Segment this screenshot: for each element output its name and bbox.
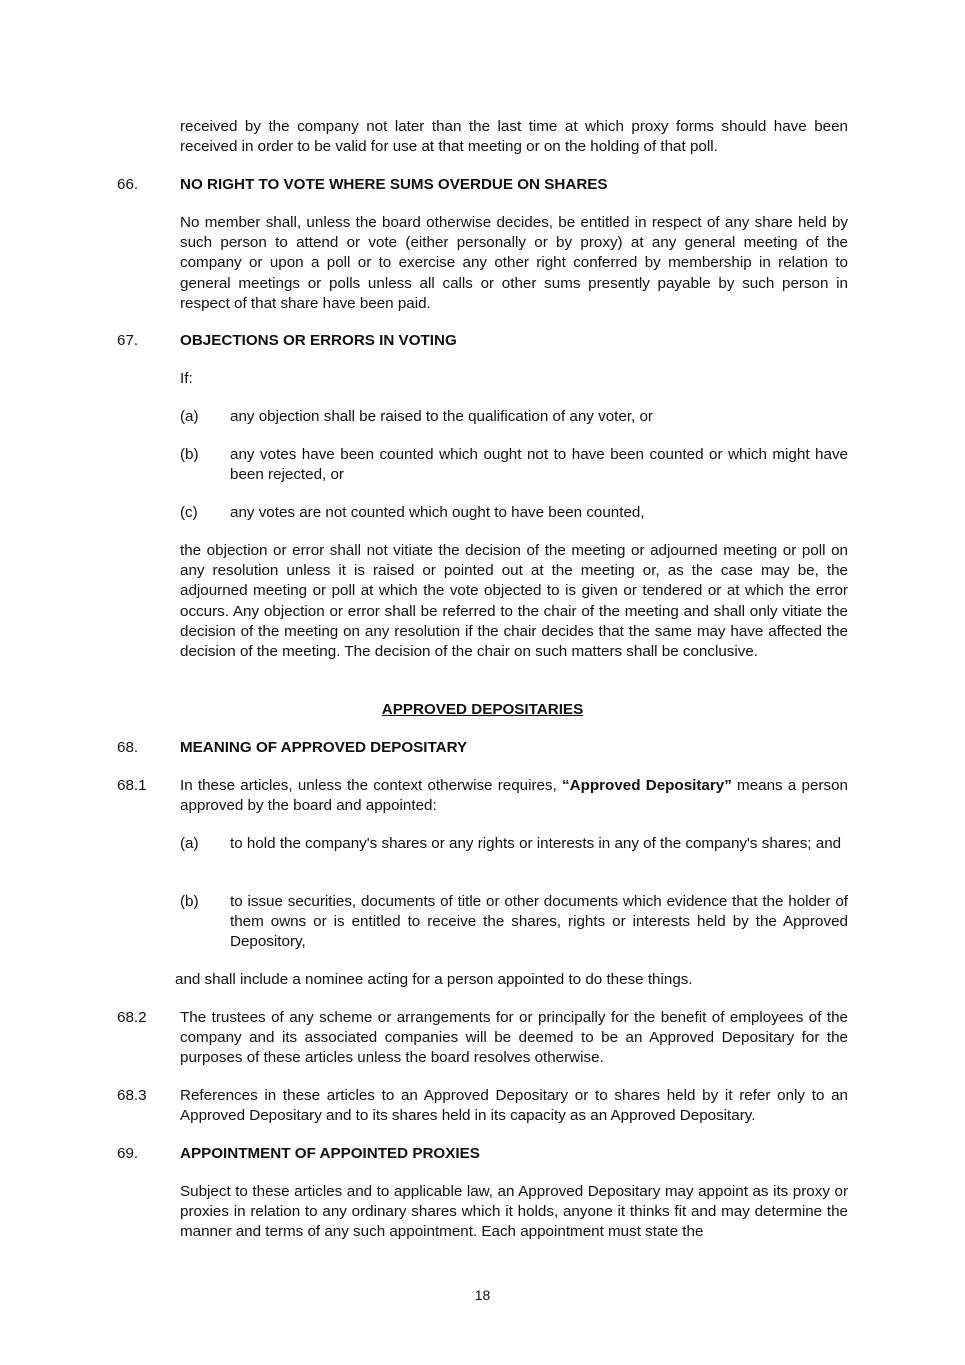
list-item-text: any votes are not counted which ought to have been counted, bbox=[230, 504, 645, 521]
article-69-number: 69. bbox=[117, 1145, 139, 1162]
clause-68-2-number: 68.2 bbox=[117, 1009, 147, 1026]
list-item-label: (b) bbox=[180, 893, 199, 910]
clause-68-2-text: The trustees of any scheme or arrangements for or principally for the benefit of employees of the company and its associated companies will be deemed to be an Approved Depositary for the purposes of these articles unless the board resolves otherwise. bbox=[180, 1009, 848, 1067]
list-item-text: any votes have been counted which ought not to have been counted or which might have been rejected, or bbox=[230, 446, 848, 484]
continuation-paragraph: received by the company not later than the last time at which proxy forms should have been received in order to be valid for use at that meeting or on the holding of that poll. bbox=[180, 118, 848, 156]
list-item-label: (a) bbox=[180, 835, 199, 852]
section-heading: APPROVED DEPOSITARIES bbox=[381, 701, 584, 718]
article-66-heading: NO RIGHT TO VOTE WHERE SUMS OVERDUE ON SHARES bbox=[180, 176, 608, 193]
article-66-body: No member shall, unless the board otherwise decides, be entitled in respect of any share held by such person to attend or vote (either personally or by proxy) at any general meeting of the company or upon a poll or to exercise any other right conferred by membership in relation to general meetings or polls unless all calls or other sums presently payable by such person in respect of that share have been paid. bbox=[180, 214, 848, 312]
article-67-number: 67. bbox=[117, 332, 139, 349]
article-69-body: Subject to these articles and to applicable law, an Approved Depositary may appoint as its proxy or proxies in relation to any ordinary shares which it holds, anyone it thinks fit and may determine the manner and terms of any such appointment. Each appointment must state the bbox=[180, 1183, 848, 1241]
list-item-text: to issue securities, documents of title or other documents which evidence that the holder of them owns or is entitled to receive the shares, rights or interests held by the Approved Depository, bbox=[230, 893, 848, 951]
article-67-heading: OBJECTIONS OR ERRORS IN VOTING bbox=[180, 332, 457, 349]
clause-68-1-text bbox=[180, 776, 848, 816]
list-item-label: (a) bbox=[180, 408, 199, 425]
defined-term: “Approved Depositary” bbox=[562, 777, 732, 794]
article-68-number: 68. bbox=[117, 739, 139, 756]
clause-68-1-tail: and shall include a nominee acting for a person appointed to do these things. bbox=[175, 971, 693, 988]
clause-68-1-post: means a person approved by the board and appointed: bbox=[180, 777, 848, 815]
clause-68-1-pre: In these articles, unless the context otherwise requires, bbox=[180, 777, 563, 794]
article-67-intro: If: bbox=[180, 370, 193, 387]
list-item-label: (b) bbox=[180, 446, 199, 463]
page-number: 18 bbox=[474, 1287, 491, 1303]
article-69-heading: APPOINTMENT OF APPOINTED PROXIES bbox=[180, 1145, 480, 1162]
article-67-closing: the objection or error shall not vitiate the decision of the meeting or adjourned meeting or poll on any resolution unless it is raised or pointed out at the meeting or, as the case may be, the adjourned meeting or poll at which the vote objected to is given or tendered or at which the error occurs. Any objection or error shall be referred to the chair of the meeting and shall only vitiate the decision of the meeting on any resolution if the chair decides that the same may have affected the decision of the meeting. The decision of the chair on such matters shall be conclusive. bbox=[180, 542, 848, 661]
article-66-number: 66. bbox=[117, 176, 139, 193]
list-item-label: (c) bbox=[180, 504, 198, 521]
clause-68-1-number: 68.1 bbox=[117, 777, 147, 794]
clause-68-3-number: 68.3 bbox=[117, 1087, 147, 1104]
clause-68-3-text: References in these articles to an Approved Depositary or to shares held by it refer only to an Approved Depositary and to its shares held in its capacity as an Approved Depositary. bbox=[180, 1087, 848, 1125]
list-item-text: any objection shall be raised to the qualification of any voter, or bbox=[230, 408, 653, 425]
article-68-heading: MEANING OF APPROVED DEPOSITARY bbox=[180, 739, 468, 756]
list-item-text: to hold the company's shares or any rights or interests in any of the company's shares; and bbox=[230, 835, 842, 852]
